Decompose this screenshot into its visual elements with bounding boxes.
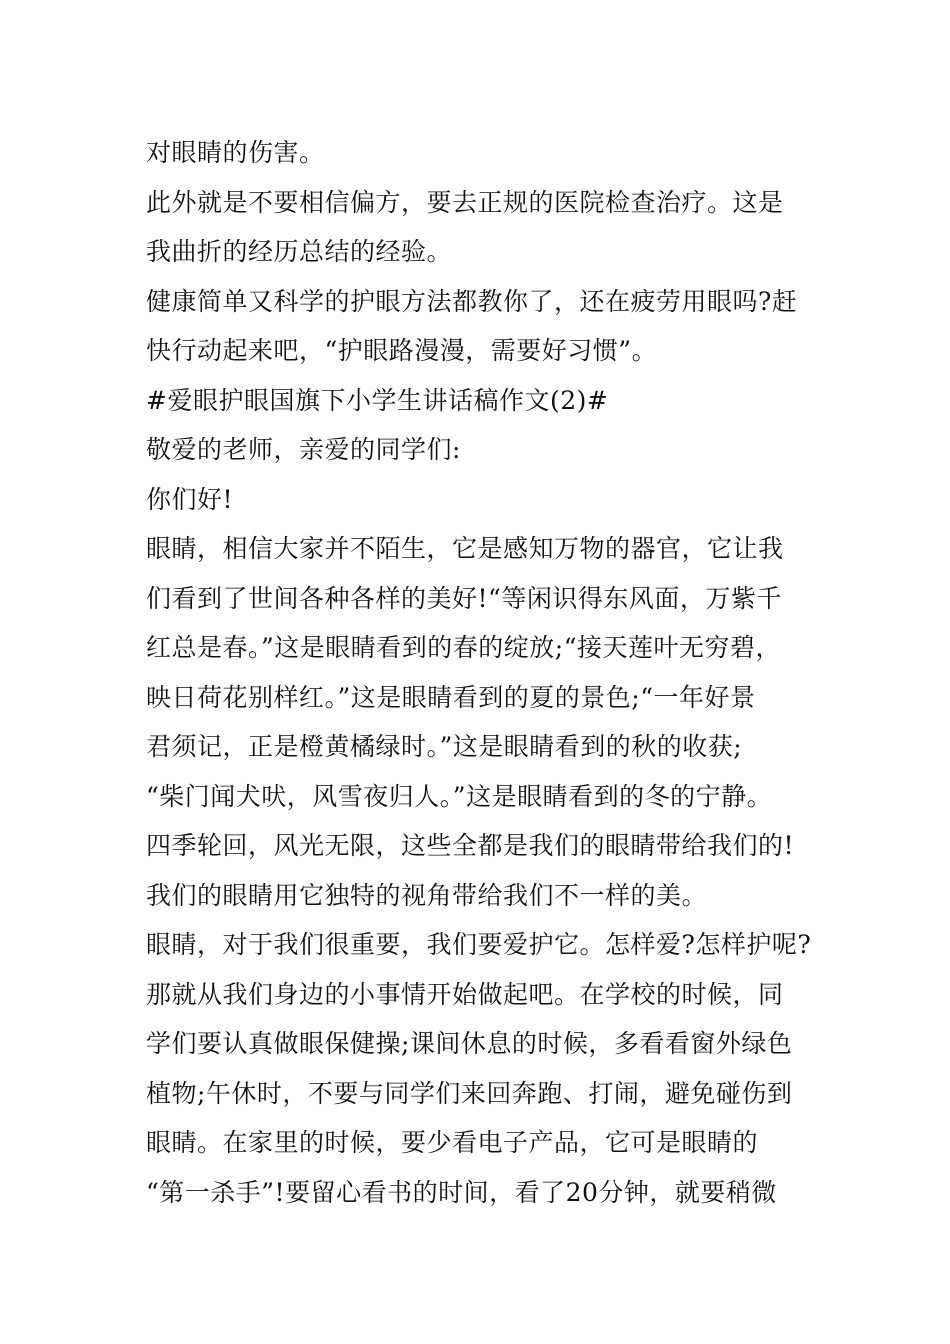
greeting: 你们好! (146, 484, 234, 514)
text-line: 我曲折的经历总结的经验。 (146, 237, 453, 266)
text-line: “第一杀手”!要留心看书的时间，看了20分钟，就要稍微 (146, 1177, 777, 1207)
text-line: 四季轮回，风光无限，这些全都是我们的眼睛带给我们的! (146, 831, 795, 860)
text-line: 红总是春。”这是眼睛看到的春的绽放;“接天莲叶无穷碧， (146, 633, 781, 662)
text-line: 映日荷花别样红。”这是眼睛看到的夏的景色;“一年好景 (146, 682, 756, 712)
text-line: 对眼睛的伤害。 (146, 138, 325, 167)
text-line: 我们的眼睛用它独特的视角带给我们不一样的美。 (146, 880, 708, 910)
text-line: 眼睛。在家里的时候，要少看电子产品，它可是眼睛的 (146, 1128, 759, 1157)
text-line: 学们要认真做眼保健操;课间休息的时候，多看看窗外绿色 (146, 1029, 793, 1058)
text-line: 此外就是不要相信偏方，要去正规的医院检查治疗。这是 (146, 187, 784, 217)
text-line: 君须记，正是橙黄橘绿时。”这是眼睛看到的秋的收获; (146, 732, 743, 761)
text-line: 眼睛，相信大家并不陌生，它是感知万物的器官，它让我 (146, 534, 784, 563)
text-line: 眼睛，对于我们很重要，我们要爱护它。怎样爱?怎样护呢? (146, 930, 812, 959)
section-heading: #爱眼护眼国旗下小学生讲话稿作文(2)# (146, 385, 609, 415)
salutation: 敬爱的老师，亲爱的同学们: (146, 435, 461, 464)
text-line: 植物;午休时，不要与同学们来回奔跑、打闹，避免碰伤到 (146, 1078, 793, 1108)
text-line: 们看到了世间各种各样的美好!“等闲识得东风面，万紫千 (146, 583, 782, 613)
text-line: 那就从我们身边的小事情开始做起吧。在学校的时候，同 (146, 979, 784, 1009)
text-line: 快行动起来吧，“护眼路漫漫，需要好习惯”。 (146, 336, 658, 365)
text-line: 健康简单又科学的护眼方法都教你了，还在疲劳用眼吗?赶 (146, 286, 798, 316)
document-body (146, 128, 846, 1217)
text-line: “柴门闻犬吠，风雪夜归人。”这是眼睛看到的冬的宁静。 (146, 781, 773, 811)
